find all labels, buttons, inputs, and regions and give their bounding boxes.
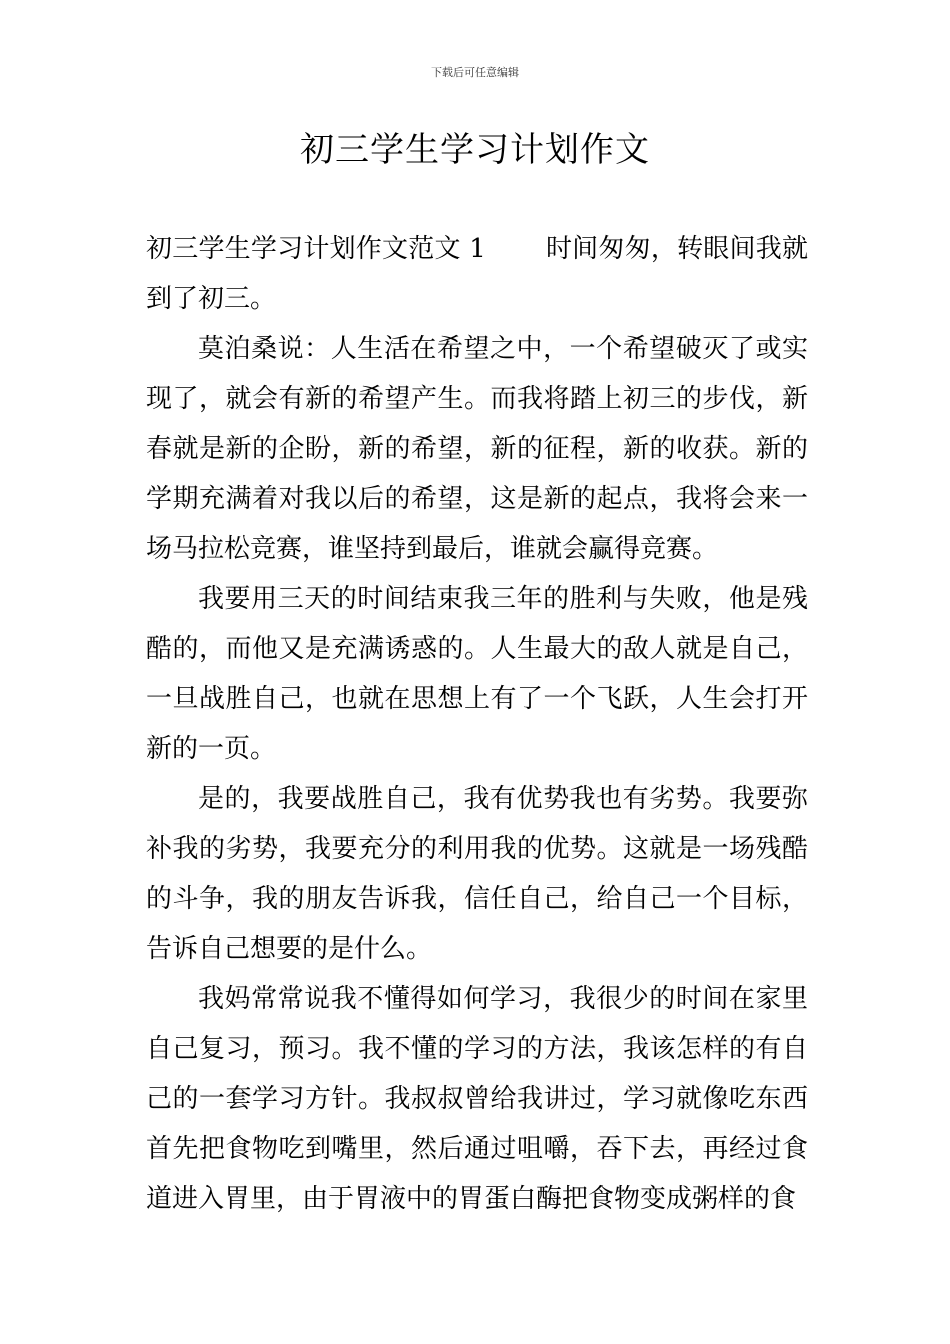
paragraph: 我妈常常说我不懂得如何学习，我很少的时间在家里自己复习，预习。我不懂的学习的方法，我该怎样的有自己的一套学习方针。我叔叔曾给我讲过，学习就像吃东西首先把食物吃到嘴里，然后通过咀嚼，吞下去，再经过食道进入胃里，由于胃液中的胃蛋白酶把食物变成粥样的食 [146,984,808,1214]
header-note: 下载后可任意编辑 [431,66,519,79]
document-title: 初三学生学习计划作文 [300,130,650,170]
paragraph: 莫泊桑说：人生活在希望之中，一个希望破灭了或实现了，就会有新的希望产生。而我将踏上初三的步伐，新春就是新的企盼，新的希望，新的征程，新的收获。新的学期充满着对我以后的希望，这是新的起点，我将会来一场马拉松竞赛，谁坚持到最后，谁就会赢得竞赛。 [146,334,808,564]
intro-paragraph [146,224,808,324]
paragraph: 是的，我要战胜自己，我有优势我也有劣势。我要弥补我的劣势，我要充分的利用我的优势。这就是一场残酷的斗争，我的朋友告诉我，信任自己，给自己一个目标，告诉自己想要的是什么。 [146,784,808,964]
essay-subtitle: 初三学生学习计划作文范文 1 [146,234,486,264]
intro-text: 时间匆匆，转眼间我就到了初三。 [146,234,808,314]
document-body [146,224,808,1224]
paragraph: 我要用三天的时间结束我三年的胜利与失败，他是残酷的，而他又是充满诱惑的。人生最大的敌人就是自己，一旦战胜自己，也就在思想上有了一个飞跃，人生会打开新的一页。 [146,584,808,764]
